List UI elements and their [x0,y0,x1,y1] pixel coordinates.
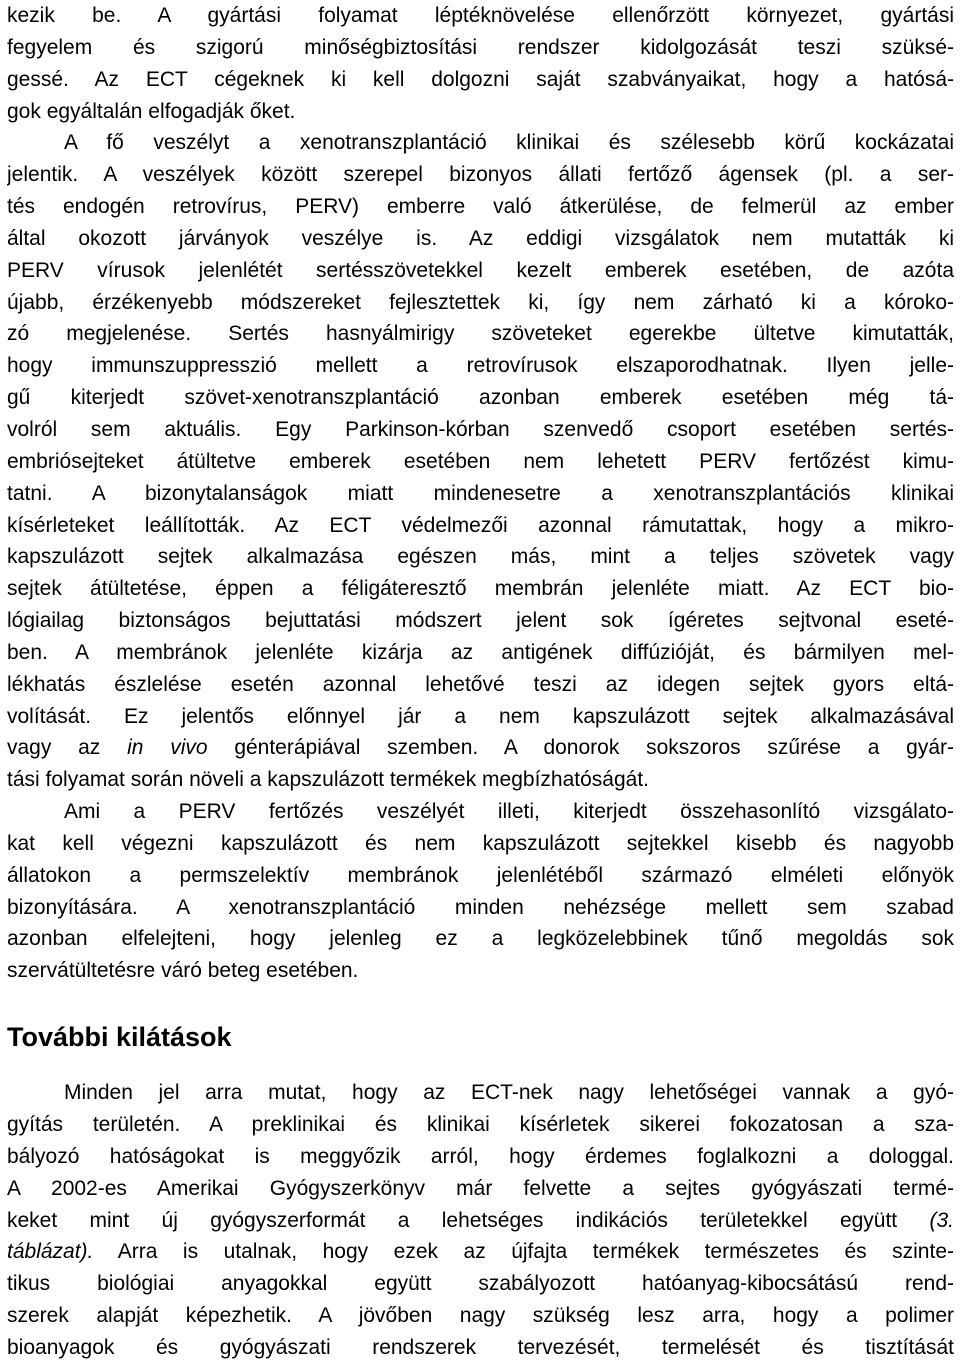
text-line: gű kiterjedt szövet-xenotranszplantáció azonban emberek esetében még tá- [7,386,954,410]
text-span: génterápiával szemben. A donorok sokszoros szűrése a gyár- [207,736,954,760]
text-line: lógiailag biztonságos bejuttatási módszert jelent sok ígéretes sejtvonal eseté- [7,609,954,633]
text-line: lékhatás észlelése esetén azonnal lehetővé teszi az idegen sejtek gyors eltá- [7,672,954,696]
text-line: tikus biológiai anyagokkal együtt szabályozott hatóanyag-kibocsátású rend- [7,1272,954,1296]
text-line: volítását. Ez jelentős előnnyel jár a nem kapszulázott sejtek alkalmazásával [7,704,954,728]
text-span: keket mint új gyógyszerformát a lehetséges indikációs területekkel együtt [7,1208,930,1232]
text-line: kísérleteket leállították. Az ECT védelmezői azonnal rámutattak, hogy a mikro- [7,513,954,537]
text-line: tási folyamat során növeli a kapszulázott termékek megbízhatóságát. [7,768,649,792]
text-line: bályozó hatóságokat is meggyőzik arról, hogy érdemes foglalkozni a dologgal. [7,1144,954,1168]
text-line: tatni. A bizonytalanságok miatt mindenesetre a xenotranszplantációs klinikai [7,481,954,505]
text-line: sejtek átültetése, éppen a féligáteresztő membrán jelenléte miatt. Az ECT bio- [7,577,954,601]
text-line: ben. A membránok jelenléte kizárja az antigének diffúzióját, és bármilyen mel- [7,640,954,664]
spacer [7,987,954,1017]
text-line: fegyelem és szigorú minőségbiztosítási rendszer kidolgozását teszi szüksé- [7,35,954,59]
text-line: Ami a PERV fertőzés veszélyét illeti, kiterjedt összehasonlító vizsgálato- [64,800,954,824]
text-line: hogy immunszuppresszió mellett a retrovírusok elszaporodhatnak. Ilyen jelle- [7,354,954,378]
text-line: gyítás területén. A preklinikai és klinikai kísérletek sikerei fokozatosan a sza- [7,1113,954,1136]
section-heading: További kilátások [7,1022,232,1053]
text-line: PERV vírusok jelenlétét sertésszövetekkel kezelt emberek esetében, de azóta [7,258,954,282]
text-line: szervátültetésre váró beteg esetében. [7,959,359,983]
text-line: kat kell végezni kapszulázott és nem kapszulázott sejtekkel kisebb és nagyobb [7,831,954,855]
text-line [7,1205,954,1237]
text-line: jelentik. A veszélyek között szerepel bizonyos állati fertőző ágensek (pl. a ser- [7,163,954,187]
text-line: tés endogén retrovírus, PERV) emberre való átkerülése, de felmerül az ember [7,195,954,219]
text-line: bioanyagok és gyógyászati rendszerek tervezését, termelését és tisztítását [7,1335,954,1359]
text-span: vagy az [7,736,128,760]
text-line: zó megjelenése. Sertés hasnyálmirigy szöveteket egerekbe ültetve kimutatták, [7,322,954,346]
text-line: embriósejteket átültetve emberek esetében nem lehetett PERV fertőzést kimu- [7,449,954,473]
text-line: volról sem aktuális. Egy Parkinson-kórban szenvedő csoport esetében sertés- [7,417,954,441]
text-line: kezik be. A gyártási folyamat léptéknövelése ellenőrzött környezet, gyártási [7,4,954,27]
spacer [7,1057,954,1077]
italic-text: (3. [929,1208,954,1232]
body-text-section-1 [7,0,954,987]
italic-text: in vivo [127,736,208,760]
text-line: gok egyáltalán elfogadják őket. [7,99,296,123]
text-line: kapszulázott sejtek alkalmazása egészen más, mint a teljes szövetek vagy [7,545,954,569]
text-line: szerek alapját képezhetik. A jövőben nagy szükség lesz arra, hogy a polimer [7,1304,954,1328]
document-page [7,0,954,1364]
text-line [7,1236,954,1268]
italic-text: táblázat). [7,1240,94,1264]
text-line: újabb, érzékenyebb módszereket fejlesztettek ki, így nem zárható ki a kóroko- [7,290,954,314]
text-span: Arra is utalnak, hogy ezek az újfajta termékek természetes és szinte- [93,1240,954,1264]
text-line: által okozott járványok veszélye is. Az eddigi vizsgálatok nem mutatták ki [7,226,954,250]
text-line: A 2002-es Amerikai Gyógyszerkönyv már felvette a sejtes gyógyászati termé- [7,1176,954,1200]
text-line: Minden jel arra mutat, hogy az ECT-nek nagy lehetőségei vannak a gyó- [64,1081,954,1105]
body-text-section-2 [7,1077,954,1364]
text-line [7,732,954,764]
text-line: azonban elfelejteni, hogy jelenleg ez a legközelebbinek tűnő megoldás sok [7,927,954,951]
text-line: gessé. Az ECT cégeknek ki kell dolgozni saját szabványaikat, hogy a hatósá- [7,67,954,91]
text-line: állatokon a permszelektív membránok jelenlétéből származó elméleti előnyök [7,863,954,887]
text-line: bizonyítására. A xenotranszplantáció minden nehézsége mellett sem szabad [7,895,954,919]
text-line: A fő veszélyt a xenotranszplantáció klinikai és szélesebb körű kockázatai [64,131,954,155]
